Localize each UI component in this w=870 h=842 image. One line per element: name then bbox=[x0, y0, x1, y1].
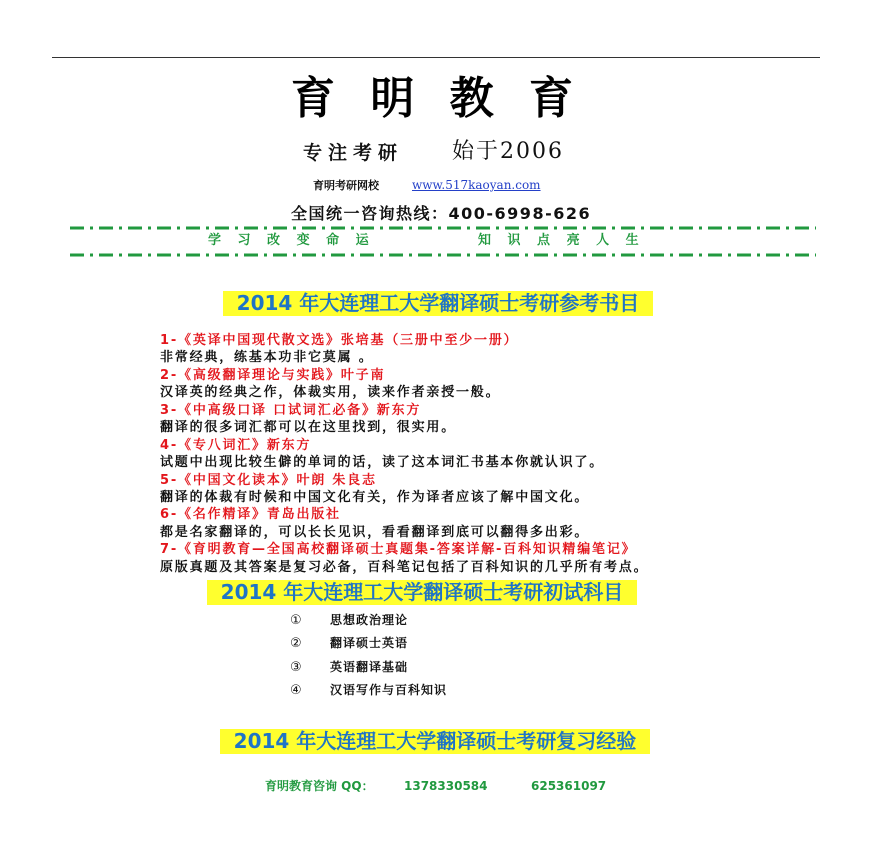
tagline-focus: 专注考研 bbox=[303, 142, 404, 164]
list-item bbox=[290, 656, 530, 679]
heading-reference-books: 2014 年大连理工大学翻译硕士考研参考书目 bbox=[223, 291, 654, 316]
book-title: 2-《高级翻译理论与实践》叶子南 bbox=[160, 367, 386, 383]
footer-qq-primary: 1378330584 bbox=[404, 779, 488, 793]
subject-number: ① bbox=[290, 613, 302, 628]
book-note: 都是名家翻译的，可以长长见识，看看翻译到底可以翻得多出彩。 bbox=[160, 524, 590, 540]
website-link[interactable]: www.517kaoyan.com bbox=[412, 178, 541, 192]
subject-list bbox=[290, 609, 530, 702]
subject-number: ② bbox=[290, 636, 302, 652]
book-note: 非常经典，练基本功非它莫属 。 bbox=[160, 350, 374, 366]
slogan-right: 知 识 点 亮 人 生 bbox=[478, 233, 645, 248]
book-title: 7-《育明教育—全国高校翻译硕士真题集-答案详解-百科知识精编笔记》 bbox=[160, 542, 637, 558]
section-books bbox=[188, 291, 688, 316]
book-title: 4-《专八词汇》新东方 bbox=[160, 437, 312, 453]
book-note: 翻译的很多词汇都可以在这里找到，很实用。 bbox=[160, 420, 457, 436]
list-item bbox=[290, 609, 530, 632]
top-rule bbox=[52, 57, 820, 58]
subject-name: 翻译硕士英语 bbox=[330, 636, 409, 651]
book-note: 原版真题及其答案是复习必备，百科笔记包括了百科知识的几乎所有考点。 bbox=[160, 559, 649, 575]
subject-number: ④ bbox=[290, 682, 302, 698]
list-item bbox=[290, 632, 530, 655]
list-item bbox=[290, 679, 530, 702]
subject-name: 英语翻译基础 bbox=[330, 659, 409, 674]
hotline: 全国统一咨询热线：400-6998-626 bbox=[291, 204, 592, 223]
school-name: 育明考研网校 bbox=[313, 179, 379, 192]
book-note: 试题中出现比较生僻的单词的话，读了这本词汇书基本你就认识了。 bbox=[160, 455, 605, 471]
slogan-left: 学 习 改 变 命 运 bbox=[208, 233, 375, 248]
subject-name: 思想政治理论 bbox=[330, 613, 409, 627]
book-title: 1-《英译中国现代散文选》张培基（三册中至少一册） bbox=[160, 333, 519, 348]
dashed-divider-top bbox=[70, 226, 816, 230]
dashed-divider-bottom bbox=[70, 253, 816, 257]
section-experience bbox=[185, 729, 685, 754]
book-note: 汉译英的经典之作，体裁实用，读来作者亲授一般。 bbox=[160, 385, 501, 401]
heading-review-experience: 2014 年大连理工大学翻译硕士考研复习经验 bbox=[220, 729, 651, 754]
book-title: 5-《中国文化读本》叶朗 朱良志 bbox=[160, 472, 377, 488]
subject-name: 汉语写作与百科知识 bbox=[330, 682, 448, 697]
brand-title: 育 明 教 育 bbox=[291, 73, 583, 124]
book-list bbox=[160, 332, 648, 576]
footer-qq-secondary: 625361097 bbox=[531, 779, 607, 793]
subject-number: ③ bbox=[290, 659, 302, 675]
footer-contact-label: 育明教育咨询 QQ： bbox=[265, 779, 374, 793]
book-note: 翻译的体裁有时候和中国文化有关，作为译者应该了解中国文化。 bbox=[160, 489, 590, 505]
tagline-since: 始于2006 bbox=[452, 139, 564, 164]
book-title: 6-《名作精译》青岛出版社 bbox=[160, 507, 341, 523]
section-subjects bbox=[172, 580, 672, 605]
heading-exam-subjects: 2014 年大连理工大学翻译硕士考研初试科目 bbox=[207, 580, 638, 605]
book-title: 3-《中高级口译 口试词汇必备》新东方 bbox=[160, 402, 422, 418]
